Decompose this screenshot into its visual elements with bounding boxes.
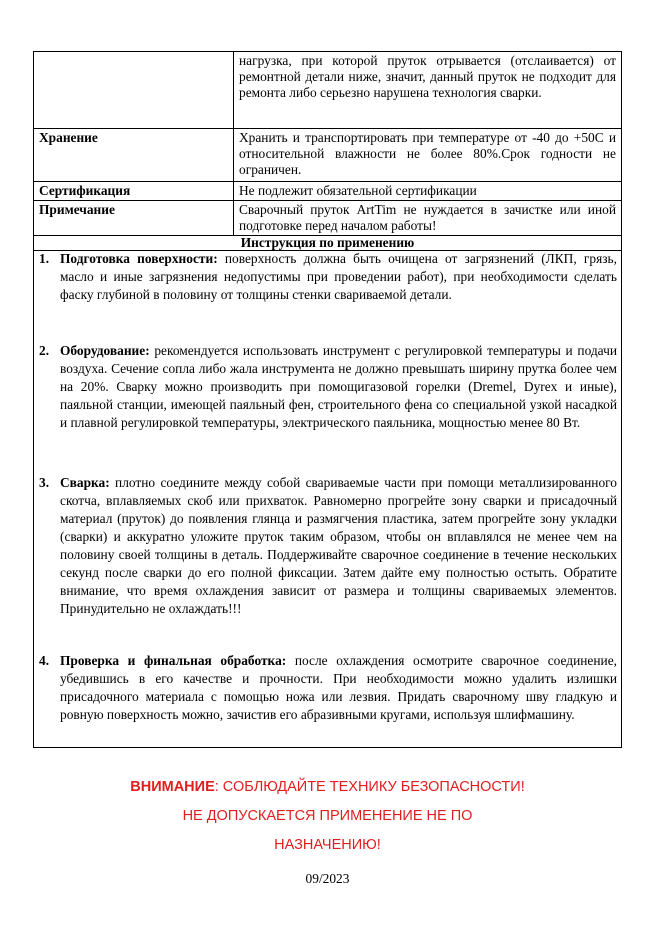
table-row	[34, 52, 622, 129]
row-value: Сварочный пруток ArtTim не нуждается в зачистке или иной подготовке перед началом работы!	[234, 201, 622, 236]
step-heading: Проверка и финальная обработка:	[60, 653, 287, 668]
step-number: 4.	[39, 653, 50, 668]
step-number: 2.	[39, 343, 50, 358]
warning-line2: НЕ ДОПУСКАЕТСЯ ПРИМЕНЕНИЕ НЕ ПО	[182, 808, 473, 824]
safety-warning	[0, 778, 655, 796]
warning-line1: : СОБЛЮДАЙТЕ ТЕХНИКУ БЕЗОПАСНОСТИ!	[214, 779, 525, 795]
instruction-step	[39, 250, 617, 304]
step-text: после охлаждения осмотрите сварочное соединение, убедившись в его качестве и прочности. При необходимости можно удалить излишки присадочного материала с помощью ножа или лезвия. Придать сварочному шву гладкую и ровную поверхность можно, зачистив его абразивными кругами, используя шлифмашину.	[60, 653, 617, 722]
row-value: Хранить и транспортировать при температуре от -40 до +50С и относительной влажности не более 80%.Срок годности не ограничен.	[234, 129, 622, 182]
warning-line3: НАЗНАЧЕНИЮ!	[274, 837, 381, 853]
instructions-section	[33, 234, 622, 748]
table-row	[34, 129, 622, 182]
instruction-step	[39, 342, 617, 432]
step-text: рекомендуется использовать инструмент с регулировкой температуры и подачи воздуха. Сечение сопла либо жала инструмента не должно превышать ширину прутка более чем на 20%. Сварку можно производить при помощигазовой горелки (Dremel, Dyrex и иные), паяльной станции, имеющей паяльный фен, строительного фена со специальной узкой насадкой и плавной регулировкой температуры, электрического паяльника, мощностью менее 80 Вт.	[60, 343, 617, 430]
row-key: Сертификация	[34, 182, 234, 201]
table-row	[34, 182, 622, 201]
instructions-title: Инструкция по применению	[34, 234, 621, 251]
step-number: 3.	[39, 475, 50, 490]
step-heading: Сварка:	[60, 475, 110, 490]
warning-label: ВНИМАНИЕ	[130, 779, 215, 795]
step-text: поверхность должна быть очищена от загрязнений (ЛКП, грязь, масло и иные загрязнения недопустимы при проведении работ), при необходимости сделать фаску глубиной в половину от толщины стенки свариваемой детали.	[60, 251, 617, 302]
step-heading: Подготовка поверхности:	[60, 251, 218, 266]
step-number: 1.	[39, 251, 50, 266]
row-value: Не подлежит обязательной сертификации	[234, 182, 622, 201]
row-value: нагрузка, при которой пруток отрывается (отслаивается) от ремонтной детали ниже, значит, данный пруток не подходит для ремонта либо серьезно нарушена технология сварки.	[234, 52, 622, 129]
row-key	[34, 52, 234, 129]
row-key: Хранение	[34, 129, 234, 182]
spec-table	[33, 51, 622, 236]
document-date: 09/2023	[305, 871, 350, 886]
instruction-step	[39, 474, 617, 618]
table-row	[34, 201, 622, 236]
step-heading: Оборудование:	[60, 343, 150, 358]
instruction-step	[39, 652, 617, 724]
step-text: плотно соедините между собой свариваемые части при помощи металлизированного скотча, вплавляемых скоб или прихваток. Равномерно прогрейте зону сварки и присадочный материал (пруток) до появления глянца и размягчения пластика, затем прогрейте зону укладки (сварки) и аккуратно уложите пруток таким образом, чтобы он вплавлялся не менее чем на половину своей толщины в деталь. Поддерживайте сварочное соединение в течение нескольких секунд после сварки до его полной фиксации. Затем дайте ему полностью остыть. Обратите внимание, что время охлаждения зависит от размера и толщины свариваемых элементов. Принудительно не охлаждать!!!	[60, 475, 617, 616]
row-key: Примечание	[34, 201, 234, 236]
